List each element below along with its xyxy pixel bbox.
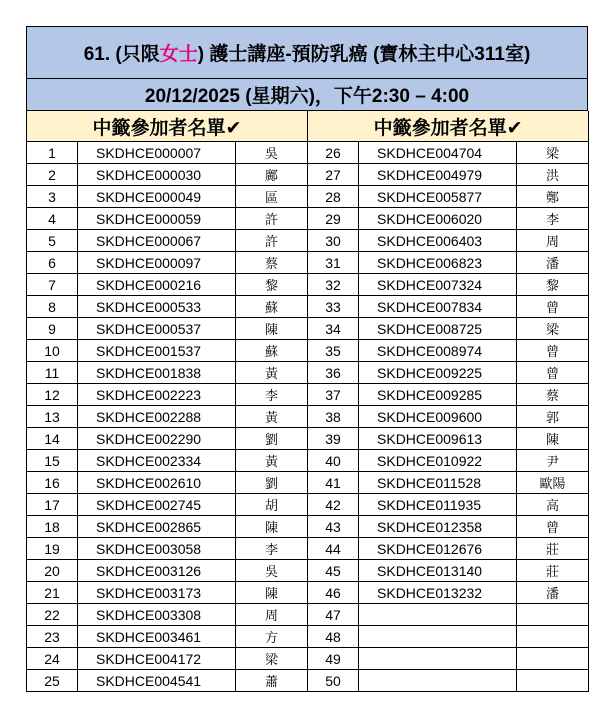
right-member-surname: 曾 [517, 362, 589, 384]
right-row-number: 28 [308, 186, 359, 208]
left-column-header: 中籤參加者名單✔ [27, 111, 308, 142]
table-row [27, 648, 589, 670]
left-member-code: SKDHCE002745 [78, 494, 236, 516]
right-member-code: SKDHCE011528 [359, 472, 517, 494]
table-row [27, 428, 589, 450]
left-member-code: SKDHCE002223 [78, 384, 236, 406]
right-member-code: SKDHCE008974 [359, 340, 517, 362]
right-row-number: 27 [308, 164, 359, 186]
right-column-header: 中籤參加者名單✔ [308, 111, 589, 142]
table-row [27, 582, 589, 604]
table-row [27, 252, 589, 274]
table-row [27, 670, 589, 692]
left-member-code: SKDHCE004541 [78, 670, 236, 692]
table-row [27, 560, 589, 582]
left-member-code: SKDHCE003173 [78, 582, 236, 604]
right-row-number: 36 [308, 362, 359, 384]
left-member-surname: 蕭 [236, 670, 308, 692]
left-member-code: SKDHCE002610 [78, 472, 236, 494]
right-member-surname: 曾 [517, 340, 589, 362]
table-row [27, 296, 589, 318]
left-member-surname: 劉 [236, 428, 308, 450]
right-row-number: 46 [308, 582, 359, 604]
left-row-number: 1 [27, 142, 78, 164]
left-row-number: 21 [27, 582, 78, 604]
lottery-result-sheet [26, 26, 588, 692]
right-member-code [359, 604, 517, 626]
left-member-code: SKDHCE002288 [78, 406, 236, 428]
left-member-code: SKDHCE000097 [78, 252, 236, 274]
left-member-surname: 黃 [236, 362, 308, 384]
table-row [27, 384, 589, 406]
right-row-number: 26 [308, 142, 359, 164]
left-row-number: 2 [27, 164, 78, 186]
left-member-code: SKDHCE002334 [78, 450, 236, 472]
right-row-number: 40 [308, 450, 359, 472]
table-row [27, 142, 589, 164]
left-member-code: SKDHCE000067 [78, 230, 236, 252]
left-member-code: SKDHCE001537 [78, 340, 236, 362]
table-row [27, 494, 589, 516]
right-row-number: 31 [308, 252, 359, 274]
left-member-code: SKDHCE000533 [78, 296, 236, 318]
left-row-number: 4 [27, 208, 78, 230]
right-member-surname: 潘 [517, 252, 589, 274]
right-member-code: SKDHCE004979 [359, 164, 517, 186]
right-member-code: SKDHCE006020 [359, 208, 517, 230]
right-member-code [359, 648, 517, 670]
right-member-surname [517, 604, 589, 626]
left-member-surname: 黎 [236, 274, 308, 296]
left-member-code: SKDHCE003058 [78, 538, 236, 560]
left-member-code: SKDHCE002865 [78, 516, 236, 538]
left-member-code: SKDHCE000030 [78, 164, 236, 186]
left-member-code: SKDHCE000537 [78, 318, 236, 340]
table-row [27, 472, 589, 494]
left-member-surname: 黃 [236, 406, 308, 428]
event-title [26, 26, 588, 79]
right-member-code: SKDHCE006823 [359, 252, 517, 274]
right-member-surname: 莊 [517, 538, 589, 560]
left-row-number: 5 [27, 230, 78, 252]
right-member-surname: 梁 [517, 142, 589, 164]
right-member-surname [517, 648, 589, 670]
left-member-surname: 胡 [236, 494, 308, 516]
table-row [27, 318, 589, 340]
left-row-number: 12 [27, 384, 78, 406]
left-member-code: SKDHCE000216 [78, 274, 236, 296]
right-member-surname: 鄭 [517, 186, 589, 208]
right-row-number: 29 [308, 208, 359, 230]
right-member-surname: 李 [517, 208, 589, 230]
right-member-surname: 歐陽 [517, 472, 589, 494]
right-member-surname: 莊 [517, 560, 589, 582]
left-row-number: 8 [27, 296, 78, 318]
left-member-surname: 蘇 [236, 296, 308, 318]
left-member-surname: 吳 [236, 142, 308, 164]
right-member-code: SKDHCE012358 [359, 516, 517, 538]
left-member-code: SKDHCE003308 [78, 604, 236, 626]
left-member-surname: 黃 [236, 450, 308, 472]
right-row-number: 50 [308, 670, 359, 692]
right-member-surname [517, 670, 589, 692]
right-row-number: 37 [308, 384, 359, 406]
right-row-number: 39 [308, 428, 359, 450]
left-row-number: 9 [27, 318, 78, 340]
right-member-surname [517, 626, 589, 648]
left-row-number: 3 [27, 186, 78, 208]
left-member-surname: 蘇 [236, 340, 308, 362]
left-member-code: SKDHCE000049 [78, 186, 236, 208]
table-row [27, 362, 589, 384]
left-member-surname: 鄺 [236, 164, 308, 186]
right-member-surname: 周 [517, 230, 589, 252]
table-row [27, 274, 589, 296]
right-row-number: 44 [308, 538, 359, 560]
right-member-code: SKDHCE009285 [359, 384, 517, 406]
right-member-code: SKDHCE009600 [359, 406, 517, 428]
table-row [27, 406, 589, 428]
title-prefix: 61. (只限 [83, 44, 160, 65]
left-member-code: SKDHCE003461 [78, 626, 236, 648]
left-row-number: 18 [27, 516, 78, 538]
right-member-surname: 蔡 [517, 384, 589, 406]
right-member-surname: 郭 [517, 406, 589, 428]
left-row-number: 19 [27, 538, 78, 560]
left-member-code: SKDHCE002290 [78, 428, 236, 450]
left-member-surname: 方 [236, 626, 308, 648]
right-row-number: 43 [308, 516, 359, 538]
left-member-surname: 蔡 [236, 252, 308, 274]
table-row [27, 450, 589, 472]
right-member-surname: 尹 [517, 450, 589, 472]
right-row-number: 48 [308, 626, 359, 648]
left-member-code: SKDHCE000059 [78, 208, 236, 230]
right-row-number: 49 [308, 648, 359, 670]
right-member-surname: 高 [517, 494, 589, 516]
left-member-surname: 陳 [236, 516, 308, 538]
right-member-code: SKDHCE009225 [359, 362, 517, 384]
winners-table [26, 111, 589, 692]
table-row [27, 186, 589, 208]
left-member-surname: 陳 [236, 318, 308, 340]
left-row-number: 10 [27, 340, 78, 362]
right-member-code: SKDHCE013232 [359, 582, 517, 604]
header-row [27, 111, 589, 142]
left-member-surname: 陳 [236, 582, 308, 604]
title-suffix: ) 護士講座-預防乳癌 (寶林主中心311室) [197, 44, 531, 65]
left-member-code: SKDHCE000007 [78, 142, 236, 164]
left-row-number: 22 [27, 604, 78, 626]
right-member-code: SKDHCE007324 [359, 274, 517, 296]
right-row-number: 38 [308, 406, 359, 428]
right-member-code: SKDHCE004704 [359, 142, 517, 164]
right-member-code: SKDHCE010922 [359, 450, 517, 472]
right-member-surname: 黎 [517, 274, 589, 296]
left-row-number: 23 [27, 626, 78, 648]
right-row-number: 30 [308, 230, 359, 252]
right-member-code [359, 670, 517, 692]
right-row-number: 34 [308, 318, 359, 340]
left-member-surname: 李 [236, 384, 308, 406]
left-row-number: 20 [27, 560, 78, 582]
left-member-code: SKDHCE001838 [78, 362, 236, 384]
left-row-number: 6 [27, 252, 78, 274]
left-member-surname: 吳 [236, 560, 308, 582]
right-member-code: SKDHCE008725 [359, 318, 517, 340]
right-member-code: SKDHCE007834 [359, 296, 517, 318]
right-member-code: SKDHCE012676 [359, 538, 517, 560]
left-row-number: 16 [27, 472, 78, 494]
right-member-code: SKDHCE009613 [359, 428, 517, 450]
table-row [27, 538, 589, 560]
left-row-number: 24 [27, 648, 78, 670]
left-member-surname: 劉 [236, 472, 308, 494]
left-member-surname: 周 [236, 604, 308, 626]
table-row [27, 626, 589, 648]
left-member-code: SKDHCE004172 [78, 648, 236, 670]
right-row-number: 45 [308, 560, 359, 582]
left-row-number: 13 [27, 406, 78, 428]
table-row [27, 164, 589, 186]
left-member-surname: 李 [236, 538, 308, 560]
right-member-code: SKDHCE011935 [359, 494, 517, 516]
right-member-surname: 陳 [517, 428, 589, 450]
left-member-code: SKDHCE003126 [78, 560, 236, 582]
table-row [27, 516, 589, 538]
left-member-surname: 區 [236, 186, 308, 208]
right-row-number: 33 [308, 296, 359, 318]
left-row-number: 17 [27, 494, 78, 516]
right-member-code [359, 626, 517, 648]
right-member-surname: 曾 [517, 516, 589, 538]
right-row-number: 41 [308, 472, 359, 494]
right-row-number: 32 [308, 274, 359, 296]
left-row-number: 14 [27, 428, 78, 450]
table-row [27, 230, 589, 252]
title-highlight: 女士 [159, 44, 198, 65]
left-row-number: 25 [27, 670, 78, 692]
event-date: 20/12/2025 (星期六)，下午2:30 – 4:00 [26, 79, 588, 111]
left-row-number: 7 [27, 274, 78, 296]
table-row [27, 340, 589, 362]
right-member-surname: 曾 [517, 296, 589, 318]
left-member-surname: 梁 [236, 648, 308, 670]
table-row [27, 208, 589, 230]
left-member-surname: 許 [236, 230, 308, 252]
right-member-code: SKDHCE013140 [359, 560, 517, 582]
right-member-surname: 潘 [517, 582, 589, 604]
right-row-number: 35 [308, 340, 359, 362]
right-row-number: 47 [308, 604, 359, 626]
right-member-surname: 洪 [517, 164, 589, 186]
table-row [27, 604, 589, 626]
right-member-surname: 梁 [517, 318, 589, 340]
left-member-surname: 許 [236, 208, 308, 230]
left-row-number: 11 [27, 362, 78, 384]
right-member-code: SKDHCE006403 [359, 230, 517, 252]
right-member-code: SKDHCE005877 [359, 186, 517, 208]
right-row-number: 42 [308, 494, 359, 516]
left-row-number: 15 [27, 450, 78, 472]
